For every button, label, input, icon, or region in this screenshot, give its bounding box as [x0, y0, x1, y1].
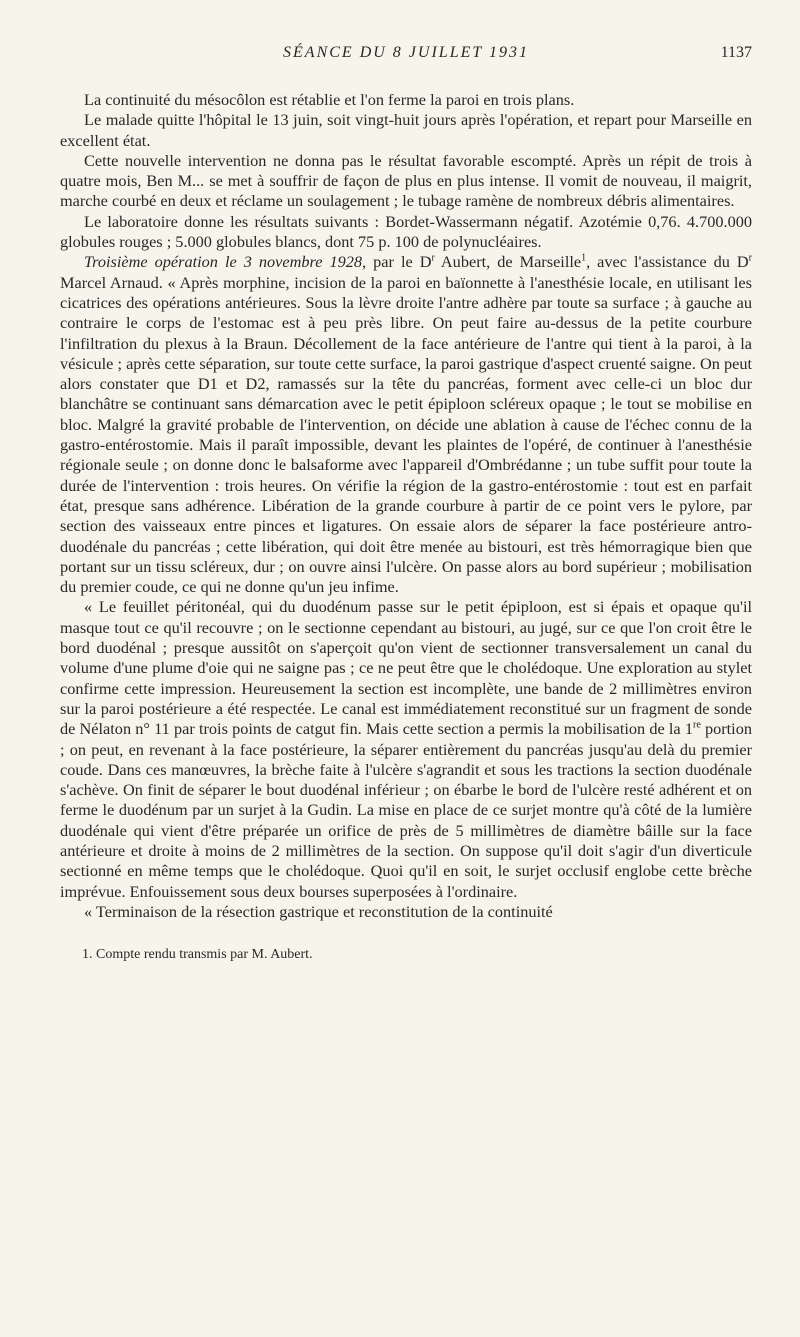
text-run: Aubert, de Marseille — [434, 252, 582, 272]
paragraph — [60, 597, 752, 901]
text-run: Marcel Arnaud. « Après morphine, incision de la paroi en baïonnette à l'anesthésie locale, en utilisant les cicatrices des opérations antérieures. Sous la lèvre droite l'antre adhère par toute sa surface ; à gauche au contraire le corps de l'estomac est à peu près libre. On peut faire au-dessus de la petite courbure l'infiltration du plexus à la Braun. Décollement de la face antérieure de l'antre qui tient à la paroi, à la vésicule ; après cette séparation, sur toute cette surface, la paroi gastrique d'aspect cruenté saigne. On peut alors constater que D1 et D2, ramassés sur la tête du pancréas, forment avec celle-ci un bloc dur blanchâtre se continuant sans démarcation avec le petit épiploon scléreux opaque ; le tout se mobilise en bloc. Malgré la gravité probable de l'intervention, on décide une ablation à cause de l'échec connu de la gastro-entérostomie. Mais il paraît impossible, devant les plaintes de l'opéré, de continuer à l'anesthésie régionale seule ; on donne donc le balsaforme avec l'appareil d'Ombrédanne ; un tube suffit pour toute la durée de l'intervention : trois heures. On vérifie la région de la gastro-entérostomie : tout est en parfait état, presque sans adhérence. Libération de la grande courbure à partir de ce point vers le pylore, par section des vaisseaux entre pinces et ligatures. On essaie alors de séparer la face postérieure antro-duodénale du pancréas ; cette libération, qui doit être menée au bistouri, est très hémorragique bien que portant sur un tissu scléreux, dur ; on ouvre ainsi l'ulcère. On passe alors au bord supérieur ; mobilisation du premier coude, ce qui ne donne qu'un jeu infime. — [60, 272, 752, 597]
footnote: 1. Compte rendu transmis par M. Aubert. — [82, 947, 313, 963]
page-number: 1137 — [720, 44, 752, 61]
paragraph: « Terminaison de la résection gastrique et reconstitution de la continuité — [84, 901, 553, 921]
paragraph: Le laboratoire donne les résultats suivants : Bordet-Wassermann négatif. Azotémie 0,76. 4.700.000 globules rouges ; 5.000 globules blancs, dont 75 p. 100 de polynucléaires. — [60, 211, 752, 252]
superscript: r — [431, 252, 435, 264]
text-run: portion ; on peut, en revenant à la face postérieure, la séparer entièrement du pancréas jusqu'au delà du premier coude. Dans ces manœuvres, la brèche faite à l'ulcère s'agrandit et sous les tractions la section duodénale s'achève. On finit de séparer le bout duodénal inférieur ; on ébarbe le bord de l'ulcère resté adhérent et on ferme le duodénum par un surjet à la Gudin. La mise en place de ce surjet montre qu'à côté de la lumière duodénale qui vient d'être préparée un orifice de près de 5 millimètres de diamètre bâille sur la face antérieure et droite à moins de 2 millimètres de la section. On suppose qu'il doit s'agir d'un diverticule sectionné en même temps que le cholédoque. Quoi qu'il en soit, le surjet occlusif englobe cette brèche imprévue. Enfouissement sous deux bourses superposées à l'ordinaire. — [60, 719, 752, 901]
running-title: SÉANCE DU 8 JUILLET 1931 — [283, 44, 529, 61]
section-heading-italic: Troisième opération le 3 novembre 1928, — [84, 252, 367, 272]
running-header — [60, 44, 752, 70]
footnotes — [60, 946, 752, 964]
paragraph: La continuité du mésocôlon est rétablie et l'on ferme la paroi en trois plans. — [84, 90, 575, 109]
superscript: r — [748, 252, 752, 264]
text-run: par le D — [366, 252, 432, 272]
paragraph: Le malade quitte l'hôpital le 13 juin, soit vingt-huit jours après l'opération, et repart pour Marseille en excellent état. — [60, 110, 752, 150]
body-text — [60, 90, 752, 922]
paragraph-third-operation — [60, 252, 752, 597]
text-run: , avec l'assistance du D — [586, 252, 749, 272]
superscript: re — [692, 719, 701, 731]
paragraph: Cette nouvelle intervention ne donna pas le résultat favorable escompté. Après un répit de trois à quatre mois, Ben M... se met à souffrir de façon de plus en plus intense. Il vomit de nouveau, il maigrit, marche courbé en deux et réclame un soulagement ; le tubage ramène de nombreux débris alimentaires. — [60, 150, 752, 211]
footnote-ref: 1 — [581, 252, 587, 264]
text-run: « Le feuillet péritonéal, qui du duodénum passe sur le petit épiploon, est si épais et opaque qu'il masque tout ce qu'il recouvre ; on le sectionne cependant au bistouri, au jugé, sur ce que l'on croit être le bord duodénal ; presque aussitôt on s'aperçoit qu'on vient de sectionner transversalement un canal du volume d'une plume d'oie qui ne saigne pas ; ce ne peut être que le cholédoque. Une exploration au stylet confirme cette impression. Heureusement la section est incomplète, une bande de 2 millimètres environ sur la paroi postérieure a été respectée. Le canal est immédiatement reconstitué sur un fragment de sonde de Nélaton n° 11 par trois points de catgut fin. Mais cette section a permis la mobilisation de la 1 — [60, 597, 752, 739]
